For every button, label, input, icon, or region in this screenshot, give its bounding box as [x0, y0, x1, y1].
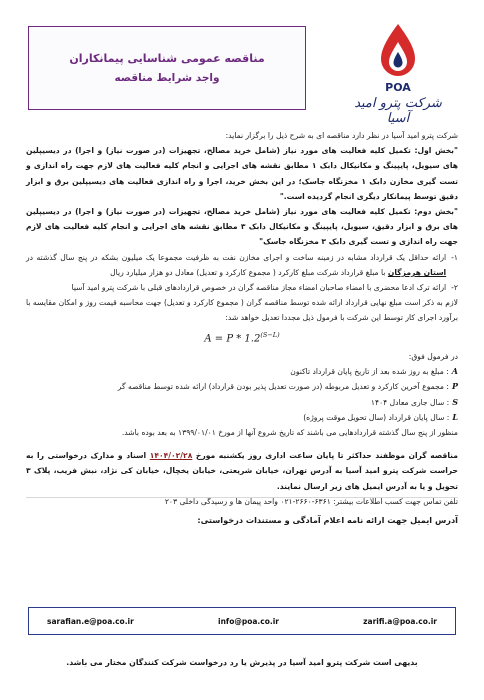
variables-title: در فرمول فوق: — [408, 351, 458, 361]
variable-row-l — [26, 410, 458, 425]
variable-symbol: P — [451, 381, 458, 392]
footer-disclaimer — [26, 655, 458, 670]
requirement-1-text-end: با مبلغ قرارداد شرکت مبلغ کارکرد ( مجموع کارکرد و تعدیل) معادل دو هزار میلیارد ریال — [110, 267, 388, 277]
variable-symbol: S — [452, 396, 458, 407]
formula-exponent: (S−L) — [260, 330, 280, 339]
formula-rhs: P * 1.2 — [226, 332, 261, 344]
email-zarifi[interactable]: zarifi.a@poa.co.ir — [363, 616, 437, 626]
variable-description: : سال جاری معادل ۱۴۰۴ — [370, 397, 450, 407]
part-two-text: "بخش دوم: تکمیل کلیه فعالیت های مورد نیاز (شامل خرید مصالح، تجهیزات (در صورت نیاز) و اجرا) در دیسیپلین های برق و ابزار دقیق، سیویل، پایپینگ و مکانیکال دابک ۳ مطابق نقشه های اجرایی و انجام کلیه فعالیت های لازم جهت راه اندازی و تست گیری دابک ۳ مخزنگاه جاسک" — [26, 207, 458, 247]
formula-lhs: A — [204, 332, 212, 344]
variable-row-p — [26, 379, 458, 394]
scope-note: منظور از پنج سال گذشته قراردادهایی می باشند که تاریخ شروع آنها از مورخ ۱۳۹۹/۰۱/۰۱ به بعد بوده باشد. — [121, 427, 458, 437]
email-address-box — [28, 607, 456, 635]
deadline-date: ۱۴۰۴/۰۲/۲۸ — [149, 451, 193, 461]
deadline-text — [26, 448, 458, 494]
requirement-2-text: ارائه ترک ادعا محضری با امضاء صاحبان امضاء مجاز مناقصه گران در خصوص قراردادهای قبلی با شرکت پترو امید آسیا — [71, 283, 447, 293]
contact-phone: تلفن تماس جهت کسب اطلاعات بیشتر: ۶۳۶۱-۲۶۶۰-۰۲۱ واحد پیمان ها و رسیدگی داخلی ۲۰۳ — [164, 496, 458, 506]
requirement-2 — [26, 280, 458, 295]
requirement-2-number: ۲- — [451, 283, 458, 293]
variable-symbol: A — [451, 366, 458, 377]
requirement-1-text: ارائه حداقل یک قرارداد مشابه در زمینه ساخت و اجرای مخازن نفت به ظرفیت مجموعا یک میلیون بشکه در پنج سال گذشته در — [26, 252, 447, 262]
logo-abbreviation: POA — [385, 81, 411, 94]
email-section-title: آدرس ایمیل جهت ارائه نامه اعلام آمادگی و مستندات درخواستی: — [197, 515, 458, 525]
variable-description: : مجموع آخرین کارکرد و تعدیل مربوطه (در صورت تعدیل پذیر بودن قرارداد) ارائه شده توسط مناقصه گر — [117, 382, 449, 392]
adjustment-note: لازم به ذکر است مبلغ نهایی قرارداد ارائه شده توسط مناقصه گران ( مجموع کارکرد و تعدیل) جهت محاسبه قیمت روز و امکان مقایسه با برآورد اجرای کار توسط این شرکت با فرمول ذیل مجددا تعدیل خواهد شد: — [26, 298, 458, 323]
tender-title: مناقصه عمومی شناسایی پیمانکاران — [69, 52, 265, 65]
email-info[interactable]: info@poa.co.ir — [218, 616, 279, 626]
flame-drop-icon — [378, 22, 418, 78]
intro-text: شرکت پترو امید آسیا در نظر دارد مناقصه ای به شرح ذیل را برگزار نماید: — [225, 131, 458, 140]
adjustment-formula: $A = P * 1.2^{(S-L)}$ — [204, 330, 280, 344]
logo-company-name: شرکت پترو امید آسیا — [354, 96, 442, 126]
company-logo — [345, 22, 451, 126]
variable-row-a — [26, 364, 458, 379]
deadline-before: مناقصه گران موظفند حداکثر تا پایان ساعت اداری روز یکشنبه مورخ — [192, 451, 458, 461]
deadline-after: اسناد و مدارک درخواستی را به حراست شرکت پترو امید آسیا به آدرس تهران، خیابان شریعتی، خیابان یخچال، خیابان کی نژاد، نبش فریب، پلاک ۳ تحویل و یا به آدرس ایمیل های زیر ارسال نمایند. — [26, 451, 458, 491]
part-one-text: "بخش اول: تکمیل کلیه فعالیت های مورد نیاز (شامل خرید مصالح، تجهیزات (در صورت نیاز) و اجرا) در دیسیپلین های سیویل، پایپینگ و مکانیکال دابک ۱ مطابق نقشه های اجرایی و انجام کلیه فعالیت های لازم جهت راه اندازی و تست گیری مخازن دابک ۱ مخزنگاه جاسک؛ در این بخش خرید، اجرا و راه اندازی فعالیت های دیسیپلین برق و ابزار دقیق توسط پیمانکار دیگری انجام گردیده است." — [26, 146, 458, 201]
requirement-1 — [26, 250, 458, 280]
notice-body — [26, 128, 458, 528]
variable-symbol: L — [452, 411, 458, 422]
tender-title-box — [28, 26, 306, 110]
variable-description: : مبلغ به روز شده بعد از تاریخ پایان قرارداد تاکنون — [290, 367, 449, 377]
tender-subtitle: واجد شرایط مناقصه — [114, 72, 220, 84]
section-divider — [26, 497, 458, 498]
requirement-1-region: استان هرمزگان — [387, 267, 447, 277]
requirement-1-number: ۱- — [451, 252, 458, 262]
email-sarafian[interactable]: sarafian.e@poa.co.ir — [47, 616, 134, 626]
variable-row-s — [26, 395, 458, 410]
footer-text: بدیهی است شرکت پترو امید آسیا در پذیرش یا رد درخواست شرکت کنندگان مختار می باشد. — [66, 658, 418, 667]
variable-description: : سال پایان قرارداد (سال تحویل موقت پروژه) — [303, 412, 450, 422]
